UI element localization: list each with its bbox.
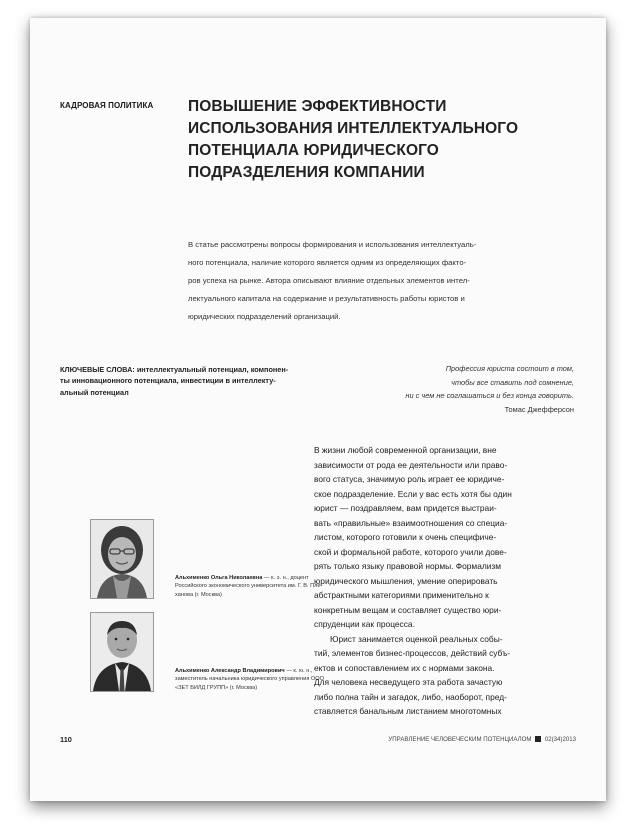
author-info: — к. ю. н., <box>284 668 313 674</box>
body-line: тий, элементов бизнес-процессов, действий субъ- <box>314 648 511 658</box>
author-info: Российского экономического университета им. Г. В. Пле- <box>175 583 323 590</box>
body-line: ской и формальной работе, которого учили дове- <box>314 546 507 557</box>
author-info: заместитель начальника юридического управления ООО <box>175 676 324 683</box>
journal-issue: 02(34)2013 <box>544 736 576 743</box>
epigraph-line: чтобы все ставить под сомнение, <box>451 377 574 387</box>
body-line: либо полна тайн и загадок, либо, наоборот, пред- <box>314 691 507 702</box>
epigraph <box>340 362 574 416</box>
abstract-line: ров успеха на рынке. Автора описывают влияние отдельных элементов интел- <box>188 276 470 285</box>
author-info: ханова (г. Москва) <box>175 591 222 598</box>
body-line: Для человека несведущего эта работа зачастую <box>314 677 503 687</box>
journal-name: УПРАВЛЕНИЕ ЧЕЛОВЕЧЕСКИМ ПОТЕНЦИАЛОМ <box>388 736 532 743</box>
title-line: ПОДРАЗДЕЛЕНИЯ КОМПАНИИ <box>188 164 425 181</box>
body-line: конкретным вещам и составляет существо юри- <box>314 604 502 615</box>
body-line: ектов и сопоставлением их с нормами закона. <box>314 662 495 673</box>
author-photo-female <box>90 519 154 599</box>
section-label: КАДРОВАЯ ПОЛИТИКА <box>60 101 154 110</box>
journal-footer <box>388 736 576 743</box>
abstract-line: В статье рассмотрены вопросы формирования и использования интеллектуаль- <box>188 240 477 249</box>
author-info: «ЗЕТ БИЛД ГРУПП» (г. Москва) <box>175 684 258 691</box>
body-line: рять только языку правовой нормы. Формализм <box>314 561 502 571</box>
body-line: юрист — поздравляем, вам придется выстраи- <box>314 503 497 513</box>
page-number: 110 <box>60 735 72 744</box>
body-line: ское подразделение. Если у вас есть хотя бы один <box>314 488 512 499</box>
body-line: вать «правильные» взаимоотношения со специа- <box>314 517 508 528</box>
keywords <box>60 364 290 398</box>
body-line: В жизни любой современной организации, вне <box>314 445 497 455</box>
epigraph-author: Томас Джефферсон <box>504 404 574 414</box>
abstract-line: ного потенциала, наличие которого является одним из определяющих факто- <box>188 258 467 267</box>
body-line: Юрист занимается оценкой реальных собы- <box>330 633 503 644</box>
keywords-line: КЛЮЧЕВЫЕ СЛОВА: интеллектуальный потенциал, компонен- <box>60 365 289 374</box>
keywords-line: ты инновационного потенциала, инвестиции в интеллекту- <box>60 376 276 386</box>
author-caption <box>175 574 323 599</box>
epigraph-line: Профессия юриста состоит в том, <box>445 364 574 373</box>
author-caption <box>175 667 324 692</box>
body-line: абстрактными категориями применительно к <box>314 590 489 600</box>
title-line: ПОТЕНЦИАЛА ЮРИДИЧЕСКОГО <box>188 142 439 159</box>
abstract-line: лектуального капитала на содержание и результативность работы юристов и <box>188 294 465 303</box>
body-line: листом, которого готовили к очень специфиче- <box>314 532 497 542</box>
abstract <box>188 236 580 326</box>
body-line: зависимости от рода ее деятельности или право- <box>314 459 508 470</box>
author-info: — к. э. н., доцент <box>262 575 309 581</box>
title-line: ПОВЫШЕНИЕ ЭФФЕКТИВНОСТИ <box>188 98 447 115</box>
keywords-line: альный потенциал <box>60 387 129 397</box>
article-title <box>188 96 578 184</box>
author-name: Альхименко Ольга Николаевна <box>175 575 263 581</box>
author-photo-male <box>90 612 154 692</box>
abstract-line: юридических подразделений организаций. <box>188 312 341 321</box>
square-separator-icon <box>535 736 541 742</box>
epigraph-line: ни с чем не соглашаться и без конца говорить. <box>405 391 574 400</box>
title-line: ИСПОЛЬЗОВАНИЯ ИНТЕЛЛЕКТУАЛЬНОГО <box>188 120 519 137</box>
body-line: спруденции как процесса. <box>314 619 415 629</box>
body-line: юридического мышления, умение оперировать <box>314 575 498 586</box>
body-line: ставляется банальным листанием многотомных <box>314 706 502 716</box>
body-line: вого статуса, значимую роль играет ее юридиче- <box>314 474 505 484</box>
author-name: Альхименко Александр Владимирович <box>175 668 285 674</box>
body-text <box>314 443 580 719</box>
